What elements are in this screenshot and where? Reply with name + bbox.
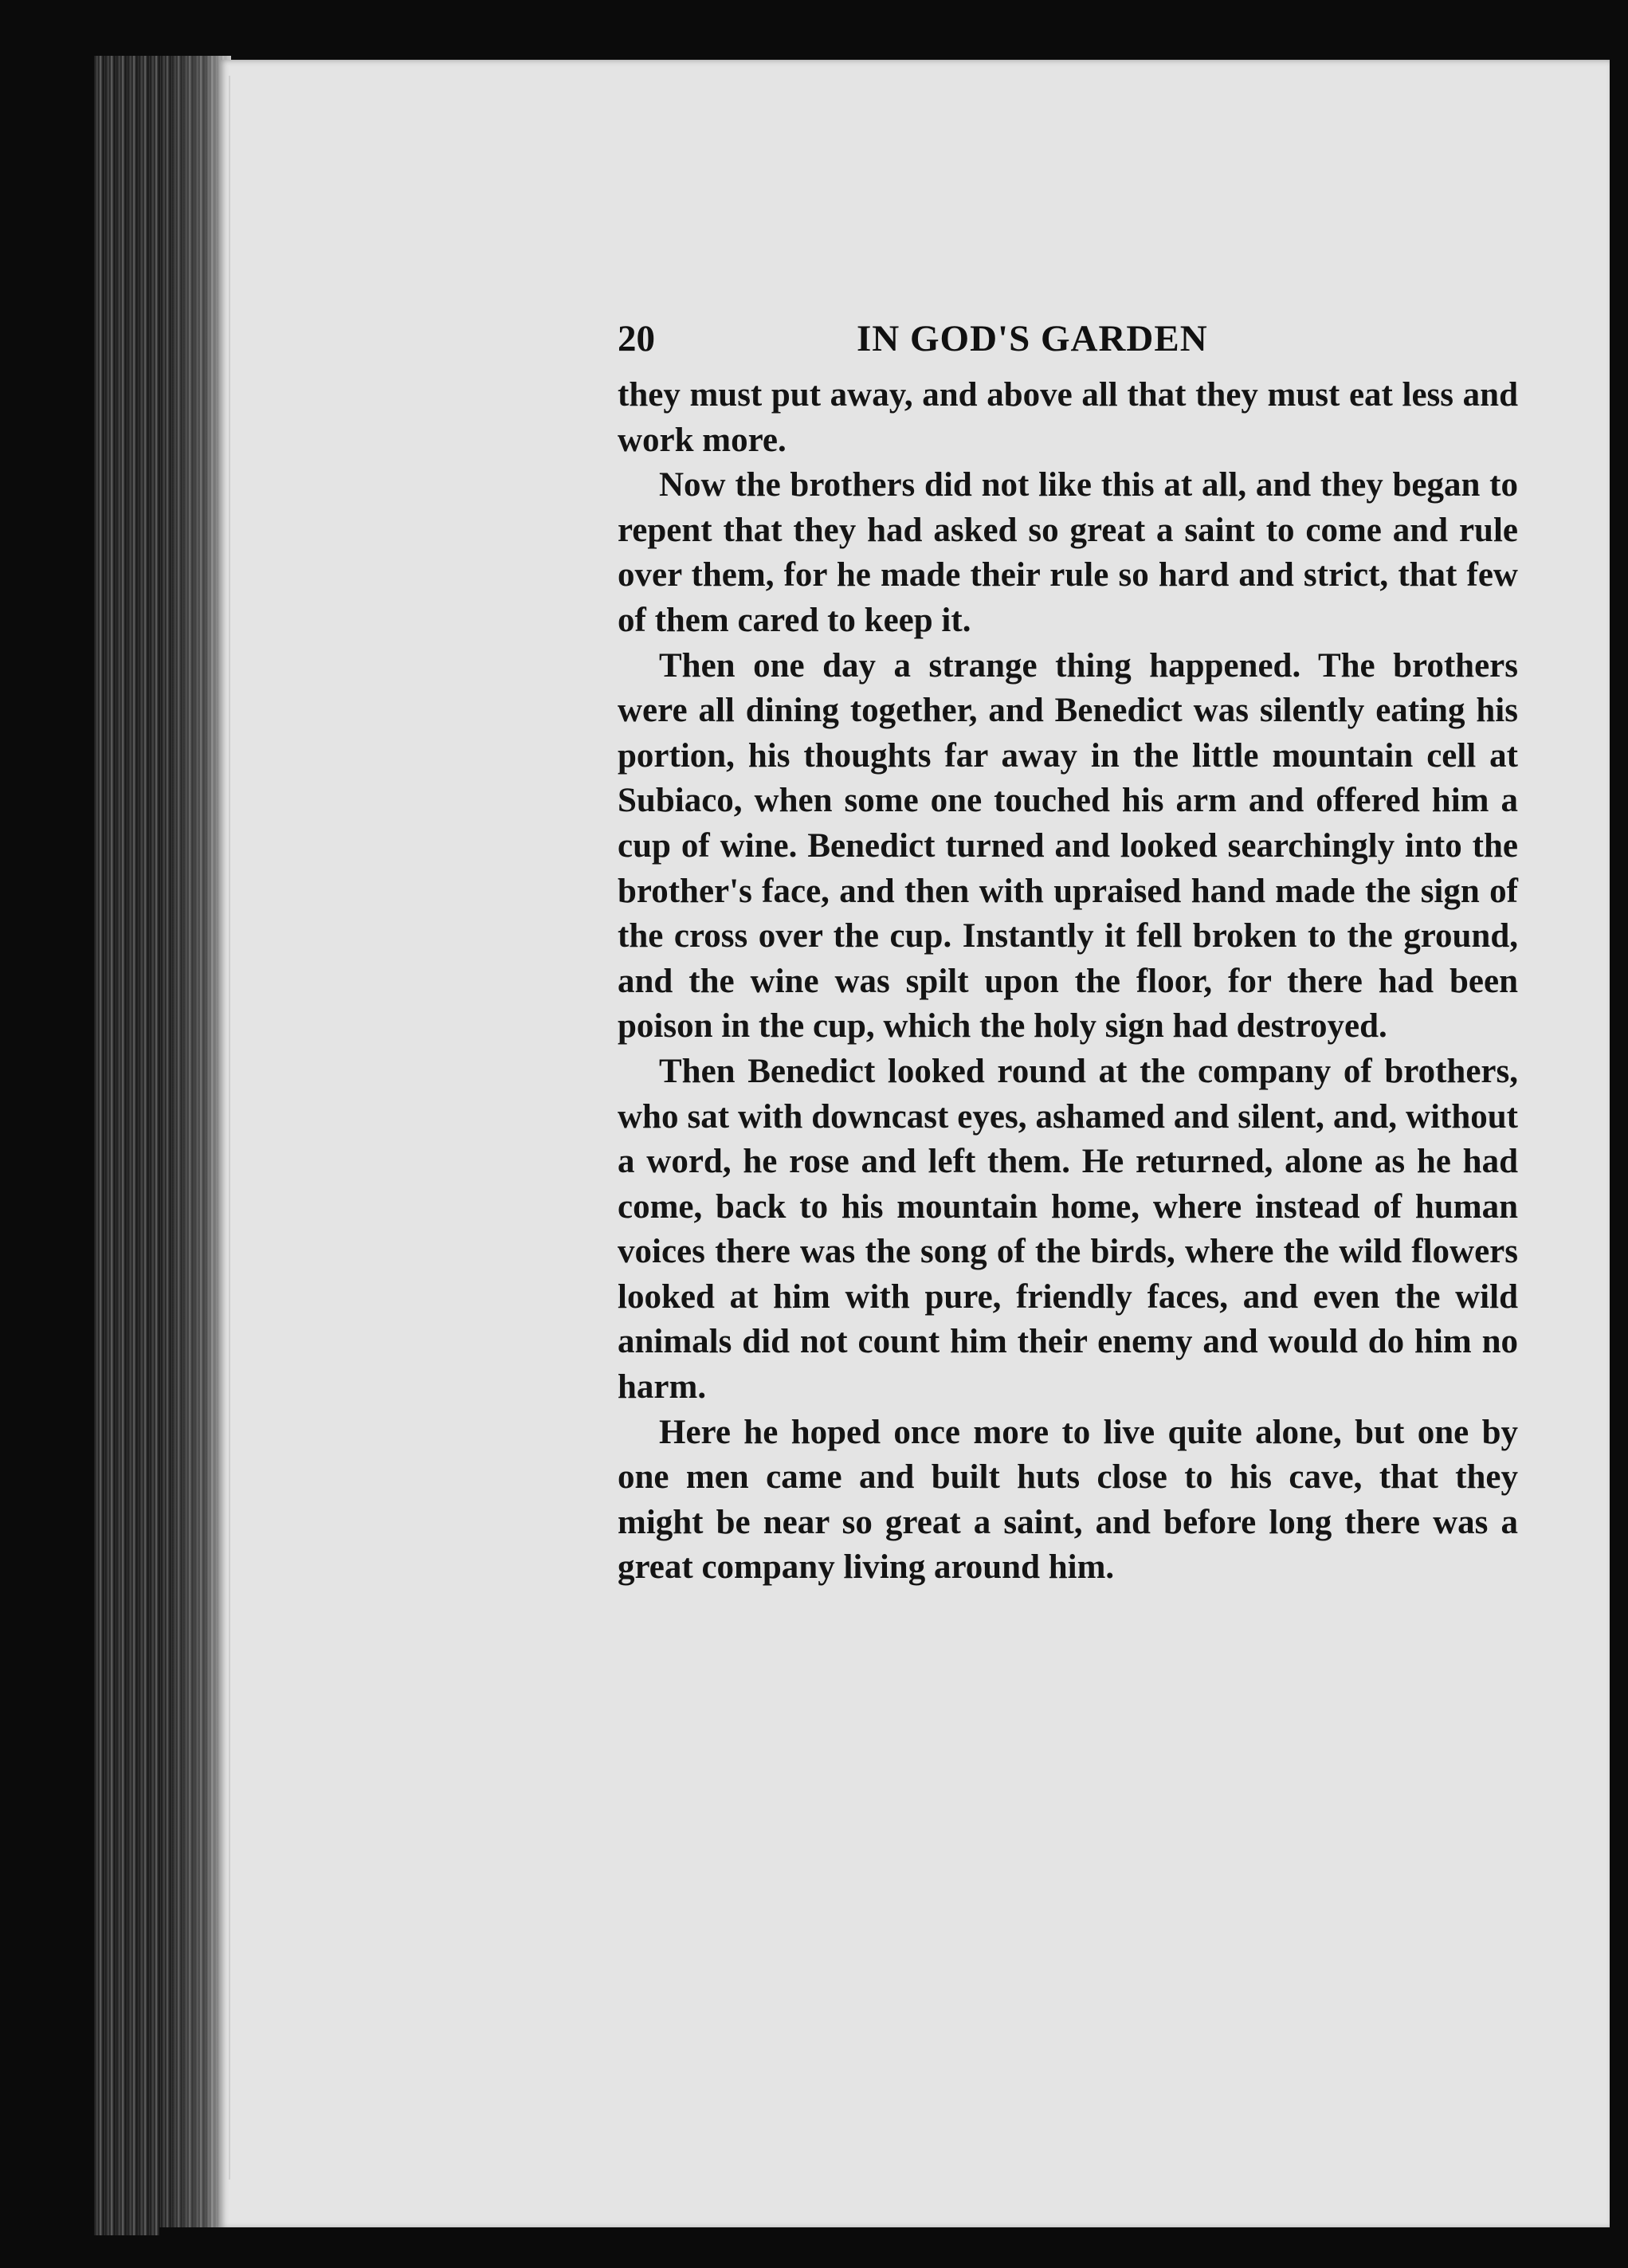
- paragraph: Then Benedict looked round at the company of brothers, who sat with downcast eyes, ashamed and silent, and, without a word, he rose and left them. He returned, alone as he had come, back to his mountain home, where instead of human voices there was the song of the birds, where the wild flowers looked at him with pure, friendly faces, and even the wild animals did not count him their enemy and would do him no harm.: [618, 1052, 1518, 1407]
- bottom-border: [159, 2227, 1628, 2268]
- body-text: [618, 373, 1518, 1591]
- gutter-line: [229, 76, 230, 2180]
- running-title: IN GOD'S GARDEN: [857, 318, 1208, 359]
- paragraph: Here he hoped once more to live quite alone, but one by one men came and built huts close to his cave, that they might be near so great a saint, and before long there was a great company living around him.: [618, 1413, 1518, 1587]
- paragraph: they must put away, and above all that they must eat less and work more.: [618, 376, 1518, 459]
- paragraph: Now the brothers did not like this at all, and they began to repent that they had asked so great a saint to come and rule over them, for he made their rule so hard and strict, that few of them cared to keep it.: [618, 466, 1518, 639]
- page-number: 20: [618, 318, 655, 359]
- paragraph: Then one day a strange thing happened. The brothers were all dining together, and Benedict was silently eating his portion, his thoughts far away in the little mountain cell at Subiaco, when some one touched his arm and offered him a cup of wine. Benedict turned and looked searchingly into the brother's face, and then with upraised hand made the sign of the cross over the cup. Instantly it fell broken to the ground, and the wine was spilt upon the floor, for there had been poison in the cup, which the holy sign had destroyed.: [618, 646, 1518, 1046]
- running-header: [618, 317, 1291, 373]
